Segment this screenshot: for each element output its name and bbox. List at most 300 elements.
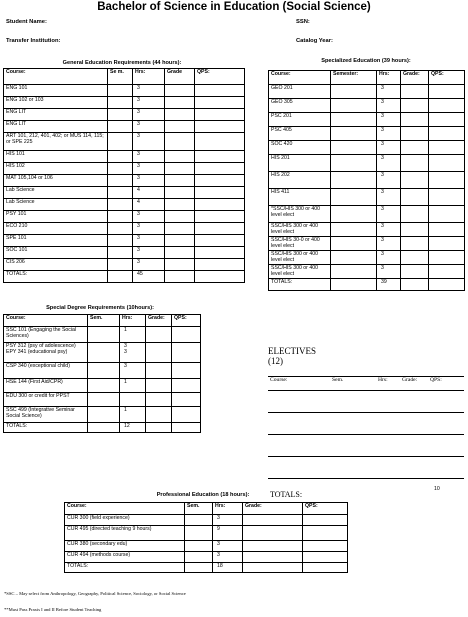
- table-row: [269, 141, 465, 155]
- grade-cell: [146, 393, 172, 407]
- course-cell: CUR 494 (methods course): [65, 552, 185, 563]
- semester-cell: [108, 223, 133, 235]
- grade-cell: [243, 541, 303, 552]
- hours-cell: 3: [377, 251, 401, 265]
- course-cell: Lab Science: [4, 187, 108, 199]
- hours-cell: 3: [377, 189, 401, 206]
- header-row: [4, 315, 201, 327]
- qps-cell: [429, 99, 465, 113]
- course-cell: ECO 210: [4, 223, 108, 235]
- course-cell: Lab Science: [4, 199, 108, 211]
- spec-ed-title: Specialized Education (39 hours):: [321, 58, 411, 64]
- qps-cell: [429, 172, 465, 189]
- grade-cell: [401, 172, 429, 189]
- hours-cell: 3: [377, 99, 401, 113]
- semester-cell: [331, 155, 377, 172]
- totals-label: TOTALS:: [4, 271, 108, 283]
- column-header: Course:: [65, 503, 185, 515]
- grade-cell: [165, 97, 195, 109]
- hours-cell: 3: [133, 235, 165, 247]
- table-row: [4, 175, 245, 187]
- semester-cell: [88, 327, 120, 343]
- table-row: [65, 515, 348, 526]
- column-header: QPS:: [172, 315, 201, 327]
- column-header: Course:: [268, 377, 330, 391]
- hours-cell: 4: [133, 187, 165, 199]
- qps-cell: [195, 175, 245, 187]
- table-row: [4, 393, 201, 407]
- qps-cell: [429, 206, 465, 223]
- course-cell: ENG 101: [4, 85, 108, 97]
- hours-cell: 3: [213, 515, 243, 526]
- semester-cell: [108, 175, 133, 187]
- semester-cell: [108, 235, 133, 247]
- totals-hours: 12: [120, 423, 146, 433]
- grade-cell: [401, 113, 429, 127]
- blank-cell: [376, 479, 400, 499]
- qps-cell: [303, 541, 348, 552]
- hours-cell: 3: [377, 206, 401, 223]
- qps-cell: [172, 423, 201, 433]
- table-row: [4, 121, 245, 133]
- qps-cell: [429, 113, 465, 127]
- column-header: Grade:: [146, 315, 172, 327]
- qps-cell: [429, 251, 465, 265]
- qps-cell: [172, 407, 201, 423]
- hours-cell: 3: [133, 163, 165, 175]
- table-row: [4, 343, 201, 363]
- blank-cell: [376, 391, 400, 413]
- column-header: Hrs:: [377, 71, 401, 85]
- table-row: [269, 113, 465, 127]
- blank-cell: [400, 435, 428, 457]
- grade-cell: [165, 187, 195, 199]
- semester-cell: [331, 237, 377, 251]
- table-row: [4, 223, 245, 235]
- blank-cell: [268, 413, 330, 435]
- table-row: [268, 413, 464, 435]
- qps-cell: [195, 235, 245, 247]
- qps-cell: [303, 563, 348, 573]
- hours-cell: 3: [133, 223, 165, 235]
- grade-cell: [146, 343, 172, 363]
- semester-cell: [108, 211, 133, 223]
- blank-cell: [268, 435, 330, 457]
- grade-cell: [243, 552, 303, 563]
- grade-cell: [401, 99, 429, 113]
- page-title: Bachelor of Science in Education (Social Science): [97, 1, 371, 13]
- qps-cell: [429, 141, 465, 155]
- header-row: [4, 69, 245, 85]
- semester-cell: [108, 121, 133, 133]
- qps-cell: [195, 133, 245, 151]
- hours-cell: 3: [377, 265, 401, 279]
- blank-cell: [376, 435, 400, 457]
- hours-cell: 3: [213, 552, 243, 563]
- semester-cell: [331, 127, 377, 141]
- hours-cell: 3: [133, 211, 165, 223]
- table-row: [268, 435, 464, 457]
- semester-cell: [108, 85, 133, 97]
- qps-cell: [172, 327, 201, 343]
- course-cell: SPE 101: [4, 235, 108, 247]
- semester-cell: [185, 552, 213, 563]
- column-header: Course:: [4, 69, 108, 85]
- qps-cell: [303, 552, 348, 563]
- prof-ed-table: [64, 502, 348, 573]
- semester-cell: [108, 133, 133, 151]
- course-cell: HIS 202: [269, 172, 331, 189]
- course-cell: HIS 201: [269, 155, 331, 172]
- hours-cell: 3: [133, 259, 165, 271]
- course-cell: HIS 101: [4, 151, 108, 163]
- course-cell: GEO 201: [269, 85, 331, 99]
- table-row: [65, 552, 348, 563]
- semester-cell: [108, 199, 133, 211]
- grade-cell: [401, 155, 429, 172]
- hours-cell: 3: [133, 85, 165, 97]
- course-cell: SOC 101: [4, 247, 108, 259]
- header-row: [269, 71, 465, 85]
- hours-cell: 3: [133, 97, 165, 109]
- qps-cell: [195, 109, 245, 121]
- electives-title: ELECTIVES: [268, 346, 316, 356]
- grade-cell: [146, 327, 172, 343]
- hours-cell: 9: [213, 526, 243, 541]
- column-header: Course:: [4, 315, 88, 327]
- table-row: [65, 541, 348, 552]
- hours-cell: 1: [120, 379, 146, 393]
- column-header: Hrs:: [376, 377, 400, 391]
- semester-cell: [88, 343, 120, 363]
- blank-cell: [400, 457, 428, 479]
- hours-cell: 3: [133, 175, 165, 187]
- column-header: Course:: [269, 71, 331, 85]
- blank-cell: [376, 457, 400, 479]
- qps-cell: [195, 199, 245, 211]
- hours-cell: [120, 393, 146, 407]
- table-row: [4, 235, 245, 247]
- course-cell: HIS 102: [4, 163, 108, 175]
- course-cell: PSC 405: [269, 127, 331, 141]
- blank-cell: [400, 413, 428, 435]
- table-row: [269, 223, 465, 237]
- blank-cell: [428, 391, 464, 413]
- course-cell: PSC 201: [269, 113, 331, 127]
- hours-cell: 3 3: [120, 343, 146, 363]
- column-header: Sem.: [330, 377, 376, 391]
- totals-row: [269, 279, 465, 291]
- course-cell: SSC/HIS 300 or 400 level elect: [269, 265, 331, 279]
- grade-cell: [165, 175, 195, 187]
- course-cell: MAT 105,104 or 106: [4, 175, 108, 187]
- semester-cell: [185, 541, 213, 552]
- hours-cell: 3: [120, 363, 146, 379]
- grade-cell: [146, 423, 172, 433]
- semester-cell: [331, 189, 377, 206]
- table-row: [4, 187, 245, 199]
- semester-cell: [331, 99, 377, 113]
- gen-ed-table: [3, 68, 245, 283]
- grade-cell: [165, 199, 195, 211]
- qps-cell: [195, 121, 245, 133]
- student-name-label: Student Name:: [6, 19, 47, 25]
- blank-cell: [400, 391, 428, 413]
- semester-cell: [88, 407, 120, 423]
- hours-cell: 3: [377, 141, 401, 155]
- qps-cell: [429, 265, 465, 279]
- course-cell: EDU 300 or credit for PPST: [4, 393, 88, 407]
- qps-cell: [195, 247, 245, 259]
- qps-cell: [172, 393, 201, 407]
- grade-cell: [401, 251, 429, 265]
- hours-cell: 3: [377, 172, 401, 189]
- semester-cell: [331, 113, 377, 127]
- hours-cell: 1: [120, 407, 146, 423]
- qps-cell: [429, 237, 465, 251]
- grade-cell: [401, 141, 429, 155]
- table-row: [269, 189, 465, 206]
- table-row: [65, 526, 348, 541]
- ssn-label: SSN:: [296, 19, 310, 25]
- table-row: [269, 85, 465, 99]
- totals-row: [65, 563, 348, 573]
- blank-cell: [330, 435, 376, 457]
- qps-cell: [195, 271, 245, 283]
- totals-row: [4, 271, 245, 283]
- column-header: QPS:: [195, 69, 245, 85]
- course-cell: PSY 312 (psy of adolescence) EPY 341 (educational psy): [4, 343, 88, 363]
- table-row: [4, 97, 245, 109]
- table-row: [4, 133, 245, 151]
- semester-cell: [185, 515, 213, 526]
- column-header: Grade: [165, 69, 195, 85]
- grade-cell: [401, 127, 429, 141]
- grade-cell: [165, 259, 195, 271]
- hours-cell: 3: [377, 113, 401, 127]
- grade-cell: [401, 265, 429, 279]
- column-header: Grade:: [243, 503, 303, 515]
- course-cell: *SSC/HIS 300 or 400 level elect: [269, 206, 331, 223]
- grade-cell: [243, 515, 303, 526]
- transfer-institution-label: Transfer Institution:: [6, 38, 61, 44]
- column-header: QPS:: [303, 503, 348, 515]
- totals-row: [4, 423, 201, 433]
- qps-cell: [429, 279, 465, 291]
- special-title: Special Degree Requirements (10hours):: [46, 305, 154, 311]
- course-cell: SSC 101 (Engaging the Social Sciences): [4, 327, 88, 343]
- column-header: Grade:: [401, 71, 429, 85]
- blank-cell: [428, 413, 464, 435]
- grade-cell: [165, 223, 195, 235]
- blank-cell: [400, 479, 428, 499]
- table-row: [4, 199, 245, 211]
- grade-cell: [165, 235, 195, 247]
- course-cell: HIS 411: [269, 189, 331, 206]
- qps-cell: [172, 363, 201, 379]
- semester-cell: [331, 265, 377, 279]
- grade-cell: [401, 223, 429, 237]
- table-row: [4, 151, 245, 163]
- totals-label: TOTALS:: [65, 563, 185, 573]
- table-row: [269, 265, 465, 279]
- column-header: QPS:: [429, 71, 465, 85]
- totals-hours: 39: [377, 279, 401, 291]
- table-row: [269, 99, 465, 113]
- semester-cell: [108, 97, 133, 109]
- qps-cell: [195, 151, 245, 163]
- grade-cell: [146, 379, 172, 393]
- header-row: [268, 377, 464, 391]
- qps-cell: [172, 343, 201, 363]
- course-cell: CUR 495 (directed teaching 9 hours): [65, 526, 185, 541]
- table-row: [4, 379, 201, 393]
- header-row: [65, 503, 348, 515]
- grade-cell: [165, 247, 195, 259]
- qps-cell: [195, 187, 245, 199]
- qps-cell: [303, 515, 348, 526]
- table-row: [4, 211, 245, 223]
- qps-cell: [429, 85, 465, 99]
- footnote-praxis: **Must Pass Praxis I and II Before Student Teaching: [4, 607, 102, 612]
- course-cell: ENG LIT: [4, 121, 108, 133]
- course-cell: ART 101, 212, 401, 402; or MUS 114, 115; or SPE 225: [4, 133, 108, 151]
- column-header: Hrs:: [213, 503, 243, 515]
- blank-cell: [330, 457, 376, 479]
- column-header: Hrs:: [133, 69, 165, 85]
- table-row: [4, 407, 201, 423]
- grade-cell: [165, 109, 195, 121]
- course-cell: GEO 305: [269, 99, 331, 113]
- grade-cell: [401, 189, 429, 206]
- table-row: [4, 163, 245, 175]
- semester-cell: [108, 163, 133, 175]
- table-row: [4, 363, 201, 379]
- semester-cell: [331, 206, 377, 223]
- grade-cell: [243, 563, 303, 573]
- totals-hours: 45: [133, 271, 165, 283]
- semester-cell: [185, 526, 213, 541]
- semester-cell: [88, 363, 120, 379]
- hours-cell: 3: [133, 109, 165, 121]
- totals-label: TOTALS:: [268, 479, 330, 499]
- course-cell: SOC 420: [269, 141, 331, 155]
- semester-cell: [331, 141, 377, 155]
- course-cell: ENG 102 or 103: [4, 97, 108, 109]
- blank-cell: [268, 391, 330, 413]
- qps-cell: [195, 223, 245, 235]
- course-cell: CUR 380 (secondary edu): [65, 541, 185, 552]
- semester-cell: [331, 251, 377, 265]
- totals-label: TOTALS:: [4, 423, 88, 433]
- column-header: Semester:: [331, 71, 377, 85]
- table-row: [268, 457, 464, 479]
- semester-cell: [331, 85, 377, 99]
- prof-ed-title: Professional Education (18 hours):: [156, 492, 250, 498]
- hours-cell: 3: [213, 541, 243, 552]
- qps-cell: [429, 155, 465, 172]
- column-header: Sem.: [88, 315, 120, 327]
- course-cell: ENG LIT: [4, 109, 108, 121]
- table-row: [4, 259, 245, 271]
- catalog-year-label: Catalog Year:: [296, 38, 333, 44]
- column-header: Grade:: [400, 377, 428, 391]
- course-cell: SSC/HIS 300 or 400 level elect: [269, 251, 331, 265]
- column-header: Hrs:: [120, 315, 146, 327]
- hours-cell: 3: [377, 85, 401, 99]
- column-header: Se m.: [108, 69, 133, 85]
- course-cell: CUR 300 (field experience): [65, 515, 185, 526]
- blank-cell: [428, 457, 464, 479]
- grade-cell: [165, 121, 195, 133]
- blank-cell: [428, 435, 464, 457]
- hours-cell: 3: [133, 151, 165, 163]
- semester-cell: [88, 393, 120, 407]
- column-header: QPS:: [428, 377, 464, 391]
- semester-cell: [108, 259, 133, 271]
- qps-cell: [303, 526, 348, 541]
- semester-cell: [108, 247, 133, 259]
- grade-cell: [401, 85, 429, 99]
- grade-cell: [165, 151, 195, 163]
- grade-cell: [165, 211, 195, 223]
- semester-cell: [331, 223, 377, 237]
- semester-cell: [108, 271, 133, 283]
- hours-cell: 3: [377, 237, 401, 251]
- course-cell: CIS 206: [4, 259, 108, 271]
- semester-cell: [88, 423, 120, 433]
- semester-cell: [108, 109, 133, 121]
- grade-cell: [165, 85, 195, 97]
- table-row: [269, 155, 465, 172]
- totals-label: TOTALS:: [269, 279, 331, 291]
- hours-cell: 3: [377, 155, 401, 172]
- grade-cell: [401, 206, 429, 223]
- grade-cell: [165, 163, 195, 175]
- spec-ed-table: [268, 70, 465, 291]
- course-cell: HSE 144 (First Aid/CPR): [4, 379, 88, 393]
- special-table: [3, 314, 201, 433]
- totals-qps: 10: [428, 479, 464, 499]
- electives-subtitle: (12): [268, 356, 283, 366]
- grade-cell: [165, 271, 195, 283]
- table-row: [269, 251, 465, 265]
- hours-cell: 3: [133, 121, 165, 133]
- table-row: [4, 109, 245, 121]
- course-cell: SSC 499 (Integrative Seminar Social Science): [4, 407, 88, 423]
- table-row: [269, 206, 465, 223]
- gen-ed-title: General Education Requirements (44 hours):: [62, 60, 182, 66]
- course-cell: SSC/HIS 30-0 or 400 level elect: [269, 237, 331, 251]
- qps-cell: [195, 163, 245, 175]
- qps-cell: [195, 85, 245, 97]
- table-row: [4, 327, 201, 343]
- grade-cell: [243, 526, 303, 541]
- grade-cell: [401, 237, 429, 251]
- blank-cell: [268, 457, 330, 479]
- grade-cell: [165, 133, 195, 151]
- hours-cell: 3: [377, 223, 401, 237]
- table-row: [269, 237, 465, 251]
- qps-cell: [172, 379, 201, 393]
- hours-cell: 1: [120, 327, 146, 343]
- table-row: [269, 172, 465, 189]
- grade-cell: [401, 279, 429, 291]
- course-cell: PSY 101: [4, 211, 108, 223]
- totals-hours: 18: [213, 563, 243, 573]
- qps-cell: [429, 223, 465, 237]
- grade-cell: [146, 407, 172, 423]
